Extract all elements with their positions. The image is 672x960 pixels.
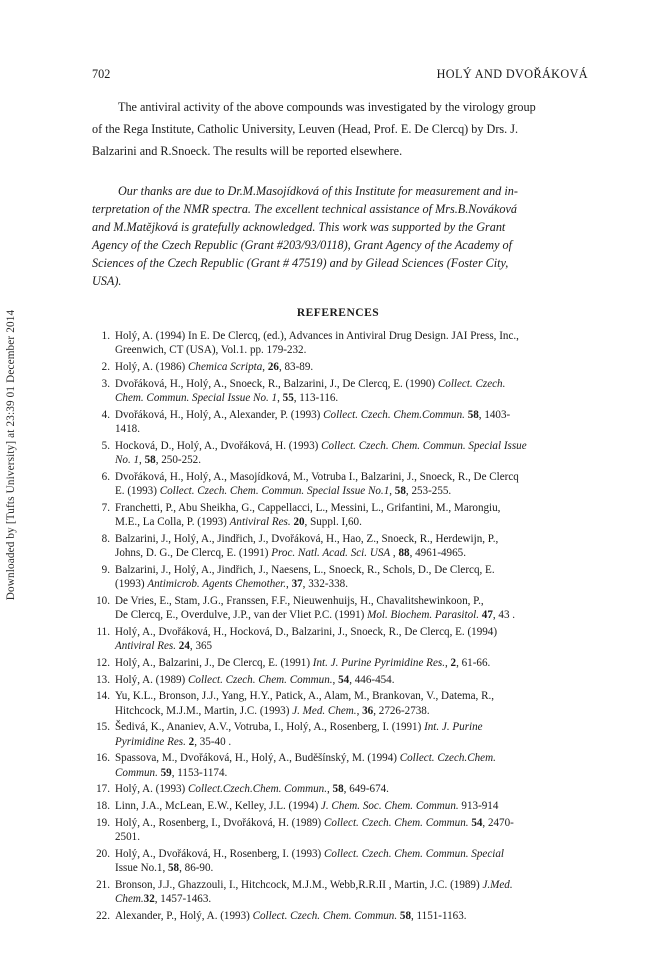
- reference-line: [115, 439, 592, 453]
- reference-text: Holý, A., Dvořáková, H., Rosenberg, I. (1993): [115, 847, 325, 860]
- reference-volume: 2: [188, 735, 195, 748]
- reference-journal: Collect. Czech.Chem.: [399, 752, 496, 765]
- reference-item: [92, 909, 592, 923]
- reference-volume: 58: [168, 862, 180, 875]
- reference-text: , 61-66.: [456, 656, 491, 669]
- reference-journal: Chem. Commun. Special Issue No. 1: [115, 392, 278, 404]
- reference-line: [115, 343, 592, 357]
- reference-journal: Collect. Czech. Chem. Commun.: [324, 816, 469, 829]
- reference-line: [115, 639, 592, 653]
- reference-line: [115, 878, 592, 892]
- reference-text: , 332-338.: [302, 578, 348, 590]
- reference-item: [92, 656, 592, 670]
- reference-line: [115, 766, 592, 780]
- reference-journal: Collect. Czech.: [437, 377, 506, 390]
- reference-text: De Vries, E., Stam, J.G., Franssen, F.F., Nieuwenhuijs, H., Chavalitshewinkoon, P.,: [115, 594, 484, 607]
- reference-journal: Collect. Czech. Chem. Commun. Special Issue No.1: [159, 485, 390, 497]
- reference-number: 22.: [96, 909, 110, 922]
- reference-journal: Collect. Czech. Chem. Commun. Special Issue: [321, 439, 527, 452]
- reference-number: 14.: [96, 690, 110, 703]
- reference-text: Johns, D. G., De Clercq, E. (1991): [115, 547, 272, 559]
- reference-line: [115, 816, 592, 830]
- reference-number: 19.: [96, 816, 110, 829]
- acknowledgement-line: Agency of the Czech Republic (Grant #203/93/0118), Grant Agency of the Academy of: [92, 238, 513, 252]
- reference-item: [92, 673, 592, 687]
- reference-item: [92, 816, 592, 844]
- reference-text: ,: [444, 656, 451, 669]
- paragraph-line: Balzarini and R.Snoeck. The results will be reported elsewhere.: [92, 144, 403, 158]
- reference-item: [92, 360, 592, 374]
- reference-line: [115, 484, 592, 498]
- reference-text: Greenwich, CT (USA), Vol.1. pp. 179-232.: [115, 344, 307, 357]
- reference-number: 20.: [96, 847, 110, 860]
- reference-journal: J. Chem. Soc. Chem. Commun.: [320, 800, 459, 813]
- reference-volume: 2: [450, 656, 457, 669]
- reference-item: [92, 689, 592, 717]
- reference-journal: J.Med.: [482, 878, 513, 891]
- reference-text: De Clercq, E., Overdulve, J.P., van der Vliet P.C. (1991): [115, 609, 368, 621]
- reference-text: Bronson, J.J., Ghazzouli, I., Hitchcock, M.J.M., Webb,R.R.II , Martin, J.C. (1989): [115, 878, 483, 891]
- antiviral-activity-paragraph: [92, 96, 584, 162]
- reference-number: 5.: [101, 439, 110, 452]
- reference-text: Franchetti, P., Abu Sheikha, G., Cappellacci, L., Messini, L., Grifantini, M., Marongiu,: [115, 501, 501, 514]
- reference-text: , 1151-1163.: [410, 909, 467, 922]
- reference-line: [115, 501, 592, 515]
- reference-volume: 26: [267, 361, 279, 373]
- reference-text: ,: [390, 547, 399, 559]
- reference-number: 12.: [96, 656, 110, 669]
- reference-journal: Chemica Scripta: [188, 361, 263, 373]
- reference-line: [115, 861, 592, 875]
- reference-number: 3.: [101, 377, 110, 390]
- reference-text: Šedivá, K., Ananiev, A.V., Votruba, I., Holý, A., Rosenberg, I. (1991): [115, 721, 425, 734]
- reference-journal: Int. J. Purine: [424, 721, 483, 734]
- reference-text: (1993): [115, 578, 148, 590]
- acknowledgement-line: terpretation of the NMR spectra. The excellent technical assistance of Mrs.B.Nováková: [92, 202, 517, 216]
- reference-line: [115, 563, 592, 577]
- reference-number: 13.: [96, 673, 110, 686]
- reference-journal: Commun.: [115, 766, 158, 779]
- reference-text: , 253-255.: [405, 485, 452, 497]
- acknowledgement-line: USA).: [92, 274, 122, 288]
- reference-text: Alexander, P., Holý, A. (1993): [115, 909, 253, 922]
- reference-line: [115, 608, 592, 622]
- reference-text: Spassova, M., Dvořáková, H., Holý, A., Buděšínský, M. (1994): [115, 752, 400, 765]
- reference-item: [92, 847, 592, 875]
- reference-volume: 88: [398, 547, 410, 559]
- reference-journal: Antiviral Res.: [229, 516, 291, 528]
- reference-text: Yu, K.L., Bronson, J.J., Yang, H.Y., Patick, A., Alam, M., Brankovan, V., Datema, R.,: [115, 690, 495, 703]
- reference-list: [92, 329, 592, 926]
- reference-volume: 58: [467, 408, 479, 421]
- reference-text: 913-914: [458, 800, 499, 813]
- reference-text: ,: [286, 578, 292, 590]
- reference-number: 11.: [96, 625, 110, 638]
- reference-text: , 83-89.: [278, 361, 314, 373]
- reference-journal: Collect. Czech. Chem. Commun.: [252, 909, 398, 922]
- reference-text: , 1457-1463.: [154, 893, 212, 906]
- reference-text: , 649-674.: [343, 783, 389, 796]
- reference-text: Holý, A., Rosenberg, I., Dvořáková, H. (1989): [115, 816, 325, 829]
- reference-number: 21.: [96, 878, 110, 891]
- paragraph-line: of the Rega Institute, Catholic University, Leuven (Head, Prof. E. De Clercq) by Drs. J.: [92, 122, 519, 136]
- reference-journal: Antiviral Res.: [115, 640, 177, 652]
- reference-text: Issue No.1,: [115, 862, 168, 875]
- reference-line: [115, 735, 592, 749]
- reference-line: [115, 892, 592, 906]
- reference-text: Holý, A. (1989): [115, 673, 189, 686]
- reference-item: [92, 501, 592, 529]
- reference-text: , Suppl. I,60.: [304, 516, 362, 528]
- reference-volume: 58: [332, 783, 344, 796]
- reference-item: [92, 782, 592, 796]
- acknowledgement-line: Sciences of the Czech Republic (Grant # 47519) and by Gilead Sciences (Foster City,: [92, 256, 509, 270]
- reference-item: [92, 878, 592, 906]
- paragraph-line: The antiviral activity of the above compounds was investigated by the virology group: [118, 100, 536, 114]
- reference-volume: 54: [338, 673, 350, 686]
- reference-journal: Chem.: [115, 893, 144, 906]
- reference-item: [92, 563, 592, 591]
- reference-number: 16.: [96, 752, 110, 765]
- reference-item: [92, 751, 592, 779]
- reference-text: 2501.: [115, 831, 140, 844]
- reference-line: [115, 625, 592, 639]
- page-number: 702: [92, 67, 111, 81]
- reference-volume: 58: [144, 454, 156, 466]
- reference-item: [92, 625, 592, 653]
- reference-line: [115, 360, 592, 374]
- reference-text: , 2726-2738.: [373, 704, 430, 717]
- reference-text: , 2470-: [482, 816, 514, 829]
- reference-volume: 58: [399, 909, 411, 922]
- reference-volume: 47: [481, 609, 493, 621]
- reference-item: [92, 532, 592, 560]
- reference-text: ,: [262, 361, 268, 373]
- reference-item: [92, 799, 592, 813]
- acknowledgement-line: and M.Matějková is gratefully acknowledged. This work was supported by the Grant: [92, 220, 506, 234]
- running-title: HOLÝ AND DVOŘÁKOVÁ: [436, 67, 588, 81]
- reference-text: Holý, A. (1994) In E. De Clercq, (ed.), Advances in Antiviral Drug Design. JAI Press, Inc.,: [115, 330, 519, 342]
- reference-journal: Collect. Czech. Chem. Commun.: [188, 673, 333, 686]
- reference-text: , 446-454.: [349, 673, 395, 686]
- reference-volume: 20: [293, 516, 305, 528]
- reference-journal: Mol. Biochem. Parasitol.: [367, 609, 479, 621]
- reference-line: [115, 720, 592, 734]
- reference-volume: 37: [291, 578, 303, 590]
- reference-number: 7.: [101, 501, 110, 514]
- reference-text: , 250-252.: [155, 454, 201, 466]
- reference-journal: J. Med. Chem.: [292, 704, 357, 717]
- reference-number: 10.: [96, 594, 110, 607]
- reference-text: Holý, A. (1986): [115, 361, 189, 373]
- reference-text: ,: [389, 485, 395, 497]
- reference-number: 9.: [101, 563, 110, 576]
- reference-text: ,: [327, 783, 333, 796]
- reference-item: [92, 439, 592, 467]
- reference-text: Hocková, D., Holý, A., Dvořáková, H. (1993): [115, 439, 322, 452]
- reference-number: 1.: [101, 330, 110, 342]
- reference-journal: Collect. Czech. Chem. Commun. Special: [324, 847, 504, 860]
- reference-journal: Collect.Czech.Chem. Commun.: [188, 783, 327, 796]
- acknowledgements-paragraph: [92, 182, 584, 290]
- reference-text: Dvořáková, H., Holý, A., Alexander, P. (1993): [115, 408, 324, 421]
- reference-item: [92, 408, 592, 436]
- reference-line: [115, 532, 592, 546]
- reference-volume: 36: [362, 704, 374, 717]
- reference-line: [115, 408, 592, 422]
- download-watermark-text: Downloaded by [Tufts University] at 23:39 01 December 2014: [5, 309, 18, 601]
- reference-line: [115, 594, 592, 608]
- reference-line: [115, 782, 592, 796]
- reference-line: [115, 391, 592, 405]
- reference-volume: 59: [160, 766, 172, 779]
- reference-volume: 55: [282, 392, 294, 404]
- reference-text: Linn, J.A., McLean, E.W., Kelley, J.L. (1994): [115, 800, 321, 813]
- reference-item: [92, 377, 592, 405]
- reference-text: , 86-90.: [179, 862, 214, 875]
- reference-text: ,: [356, 704, 363, 717]
- reference-item: [92, 470, 592, 498]
- reference-text: Dvořáková, H., Holý, A., Masojídková, M., Votruba I., Balzarini, J., Snoeck, R., De Clercq: [115, 470, 519, 483]
- reference-text: Dvořáková, H., Holý, A., Snoeck, R., Balzarini, J., De Clercq, E. (1990): [115, 377, 438, 390]
- reference-text: ,: [139, 454, 145, 466]
- reference-line: [115, 422, 592, 436]
- reference-line: [115, 470, 592, 484]
- reference-number: 4.: [101, 408, 110, 421]
- reference-line: [115, 515, 592, 529]
- reference-text: Hitchcock, M.J.M., Martin, J.C. (1993): [115, 704, 293, 717]
- reference-text: M.E., La Colla, P. (1993): [115, 516, 230, 528]
- reference-journal: Int. J. Purine Pyrimidine Res.: [312, 656, 445, 669]
- reference-line: [115, 377, 592, 391]
- references-heading: REFERENCES: [296, 307, 380, 319]
- reference-text: Holý, A., Balzarini, J., De Clercq, E. (1991): [115, 656, 313, 669]
- reference-line: [115, 453, 592, 467]
- reference-number: 15.: [96, 721, 110, 734]
- acknowledgement-line: Our thanks are due to Dr.M.Masojídková of this Institute for measurement and in-: [118, 184, 518, 198]
- reference-line: [115, 673, 592, 687]
- reference-journal: No. 1: [115, 454, 140, 466]
- reference-text: , 43 .: [492, 609, 516, 621]
- reference-text: ,: [332, 673, 339, 686]
- reference-volume: 58: [394, 485, 406, 497]
- reference-text: Balzarini, J., Holý, A., Jindřich, J., Naesens, L., Snoeck, R., Schols, D., De Clercq, E.: [115, 563, 495, 576]
- reference-volume: 32: [143, 893, 155, 906]
- reference-text: , 4961-4965.: [409, 547, 466, 559]
- reference-line: [115, 847, 592, 861]
- reference-number: 17.: [96, 783, 110, 796]
- download-watermark: [2, 250, 20, 660]
- reference-line: [115, 751, 592, 765]
- reference-line: [115, 329, 592, 343]
- reference-number: 6.: [101, 470, 110, 483]
- reference-journal: Pyrimidine Res.: [115, 735, 186, 748]
- reference-line: [115, 799, 592, 813]
- reference-volume: 54: [471, 816, 483, 829]
- reference-line: [115, 830, 592, 844]
- reference-text: E. (1993): [115, 485, 160, 497]
- reference-journal: Antimicrob. Agents Chemother.: [147, 578, 287, 590]
- reference-line: [115, 656, 592, 670]
- reference-text: Balzarini, J., Holý, A., Jindřich, J., Dvořáková, H., Hao, Z., Snoeck, R., Herdewijn, P.,: [115, 532, 499, 545]
- reference-line: [115, 909, 592, 923]
- reference-line: [115, 546, 592, 560]
- reference-item: [92, 329, 592, 357]
- reference-number: 18.: [96, 800, 110, 813]
- reference-text: Holý, A. (1993): [115, 783, 189, 796]
- reference-journal: Collect. Czech. Chem.Commun.: [323, 408, 465, 421]
- reference-text: Holý, A., Dvořáková, H., Hocková, D., Balzarini, J., Snoeck, R., De Clercq, E. (1994): [115, 625, 498, 638]
- reference-number: 2.: [101, 361, 110, 373]
- reference-text: , 1403-: [478, 408, 511, 421]
- reference-text: 1418.: [115, 423, 140, 435]
- reference-text: , 1153-1174.: [171, 766, 228, 779]
- reference-line: [115, 689, 592, 703]
- reference-item: [92, 594, 592, 622]
- reference-volume: 24: [178, 640, 190, 652]
- reference-text: ,: [277, 392, 283, 404]
- reference-text: , 35-40 .: [194, 735, 232, 748]
- reference-line: [115, 577, 592, 591]
- reference-text: , 113-116.: [293, 392, 339, 404]
- reference-line: [115, 704, 592, 718]
- reference-item: [92, 720, 592, 748]
- reference-number: 8.: [101, 532, 110, 545]
- reference-journal: Proc. Natl. Acad. Sci. USA: [271, 547, 391, 559]
- reference-text: , 365: [189, 640, 213, 652]
- running-header: [92, 67, 588, 82]
